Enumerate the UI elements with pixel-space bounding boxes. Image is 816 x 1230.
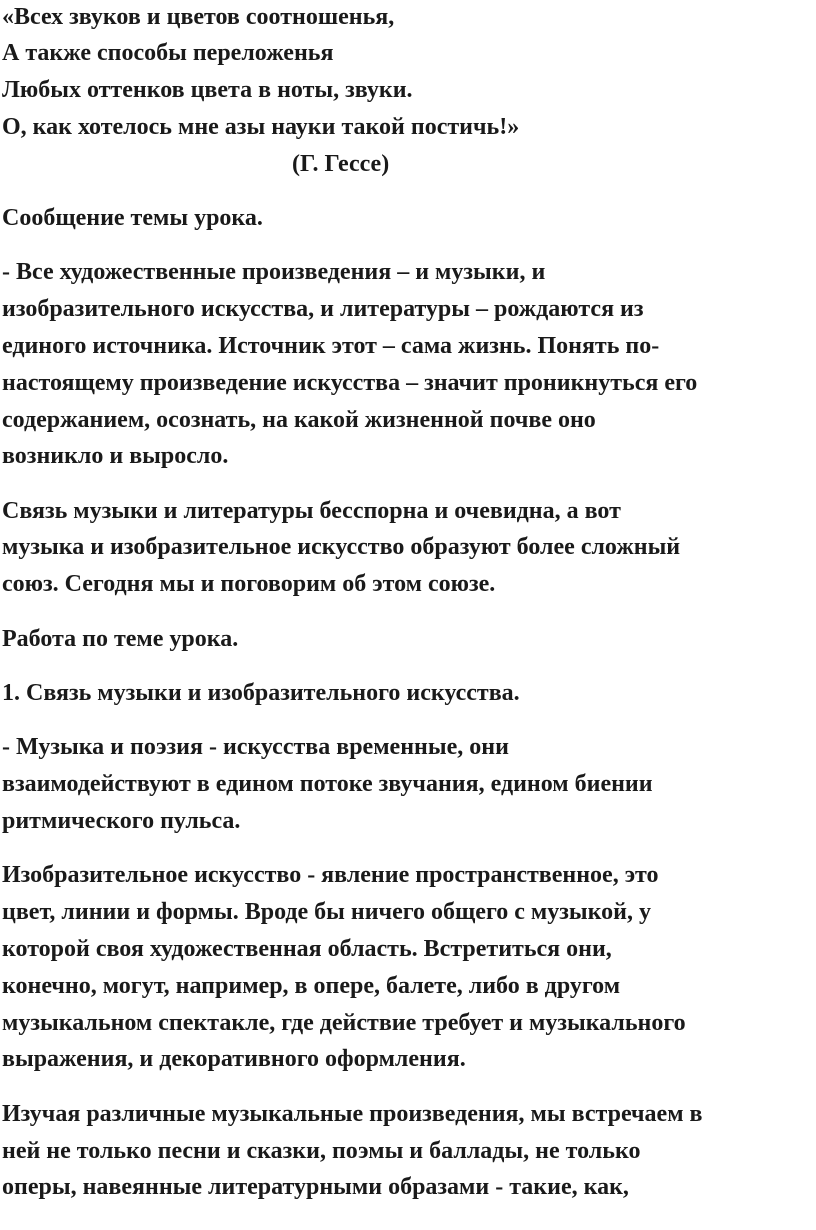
paragraph-line: музыка и изобразительное искусство образуют более сложный: [2, 534, 681, 560]
epigraph-line: А также способы переложенья: [2, 40, 334, 66]
subsection-heading: 1. Связь музыки и изобразительного искусства.: [2, 680, 520, 706]
paragraph-line: Изобразительное искусство - явление пространственное, это: [2, 862, 659, 888]
epigraph-line: «Всех звуков и цветов соотношенья,: [2, 4, 395, 30]
epigraph-line: О, как хотелось мне азы науки такой постичь!»: [2, 114, 520, 140]
paragraph-line: ритмического пульса.: [2, 808, 241, 834]
paragraph-line: музыкальном спектакле, где действие требует и музыкального: [2, 1010, 686, 1036]
paragraph-line: Связь музыки и литературы бесспорна и очевидна, а вот: [2, 498, 621, 524]
paragraph-line: - Музыка и поэзия - искусства временные, они: [2, 734, 509, 760]
paragraph-line: - Все художественные произведения – и музыки, и: [2, 259, 546, 285]
paragraph-line: цвет, линии и формы. Вроде бы ничего общего с музыкой, у: [2, 899, 651, 925]
epigraph-attribution: (Г. Гессе): [292, 151, 390, 177]
paragraph-line: содержанием, осознать, на какой жизненной почве оно: [2, 407, 596, 433]
paragraph-line: Изучая различные музыкальные произведения, мы встречаем в: [2, 1101, 703, 1127]
paragraph-line: оперы, навеянные литературными образами - такие, как,: [2, 1174, 629, 1200]
paragraph-line: которой своя художественная область. Встретиться они,: [2, 936, 612, 962]
epigraph-line: Любых оттенков цвета в ноты, звуки.: [2, 77, 413, 103]
paragraph-line: изобразительного искусства, и литературы – рождаются из: [2, 296, 644, 322]
paragraph-line: взаимодействуют в едином потоке звучания, едином биении: [2, 771, 653, 797]
paragraph-line: конечно, могут, например, в опере, балете, либо в другом: [2, 973, 621, 999]
paragraph-line: единого источника. Источник этот – сама жизнь. Понять по-: [2, 333, 660, 359]
paragraph-line: ней не только песни и сказки, поэмы и баллады, не только: [2, 1138, 641, 1164]
paragraph-line: союз. Сегодня мы и поговорим об этом союзе.: [2, 571, 496, 597]
paragraph-line: настоящему произведение искусства – значит проникнуться его: [2, 370, 698, 396]
paragraph-line: возникло и выросло.: [2, 443, 229, 469]
section-heading-work: Работа по теме урока.: [2, 626, 239, 652]
section-heading-topic: Сообщение темы урока.: [2, 205, 263, 231]
paragraph-line: выражения, и декоративного оформления.: [2, 1046, 466, 1072]
